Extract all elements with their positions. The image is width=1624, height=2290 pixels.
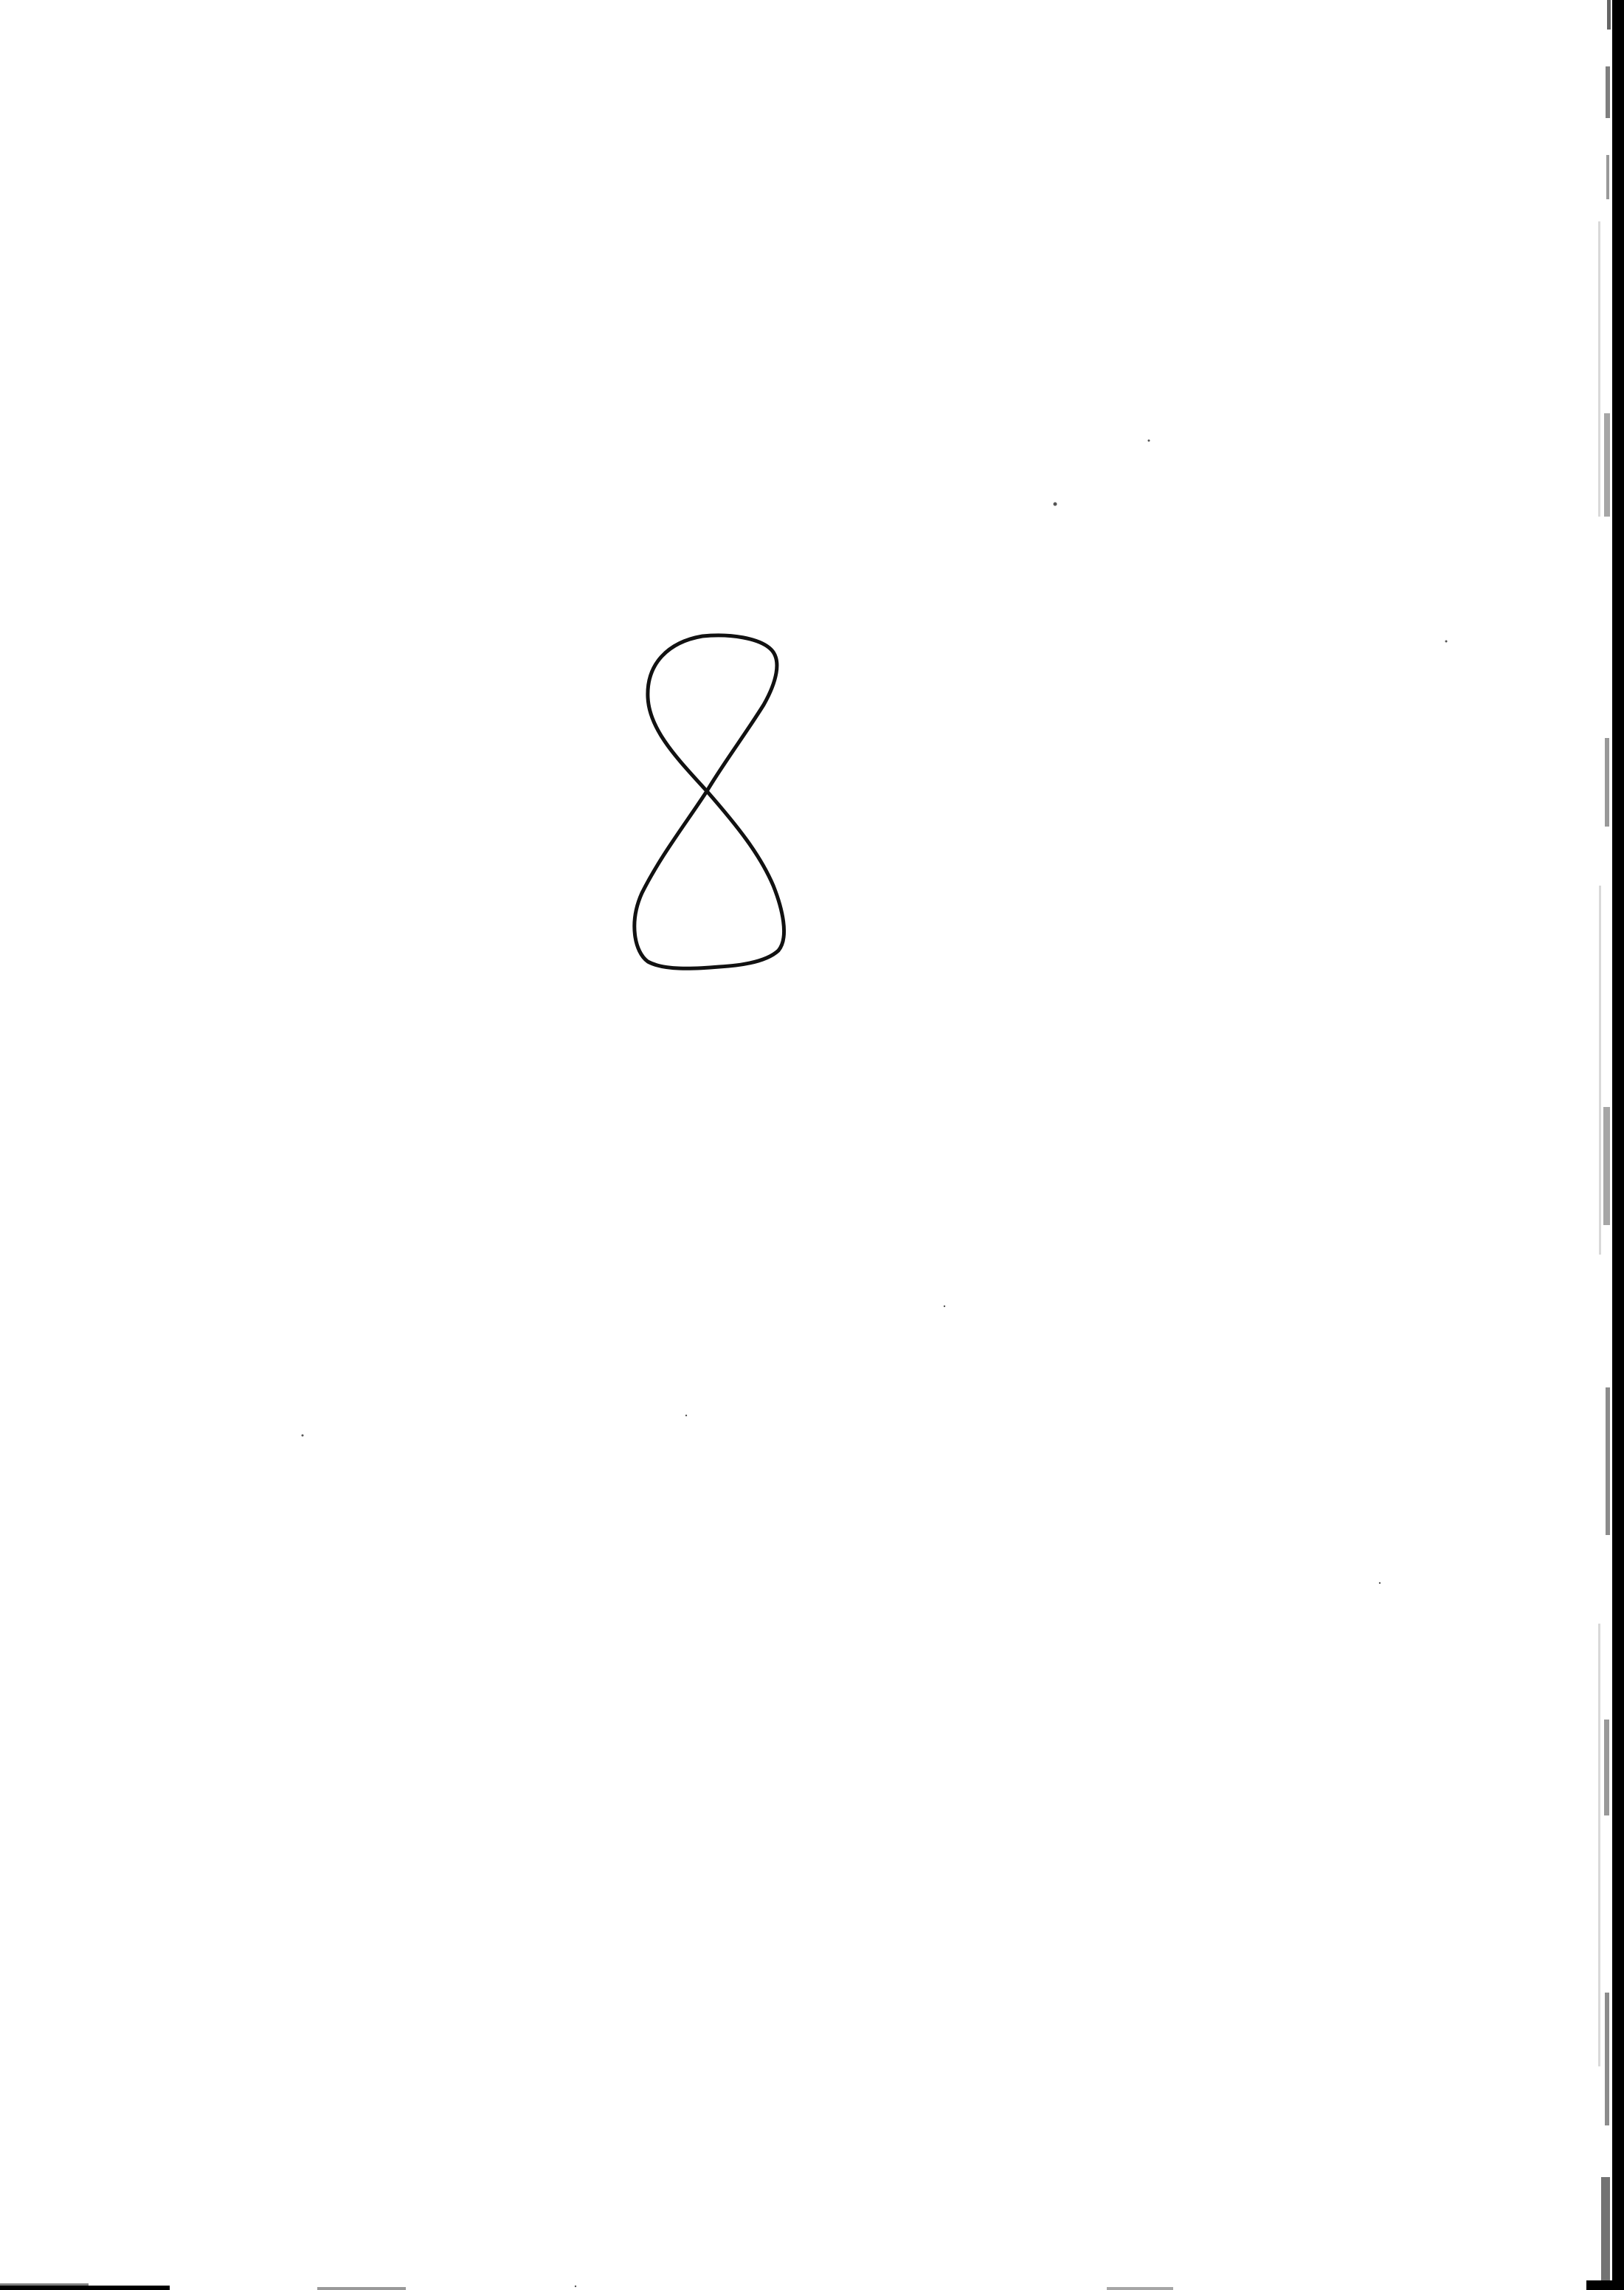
figure-eight-stroke [635, 635, 784, 968]
figure-eight-drawing [635, 635, 784, 968]
scan-specks [302, 440, 1448, 2288]
scan-edge-right [1598, 0, 1624, 2290]
scan-edge-bottom [0, 2280, 1624, 2290]
